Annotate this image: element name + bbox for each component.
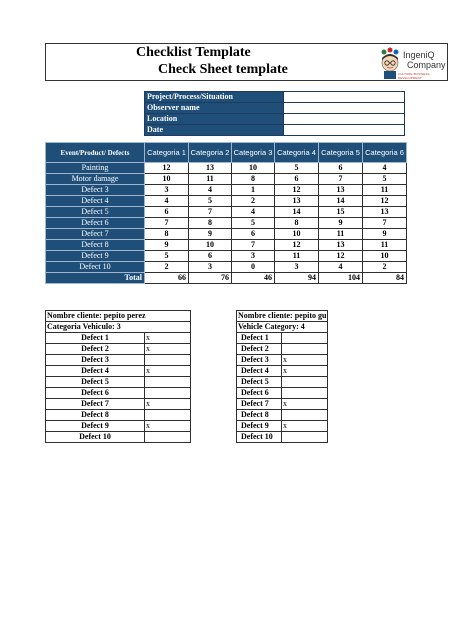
info-row: [145, 125, 405, 136]
total-cell: 84: [363, 273, 407, 284]
info-row: [145, 114, 405, 125]
count-cell[interactable]: 6: [189, 251, 232, 262]
count-cell[interactable]: 5: [145, 251, 189, 262]
defect-label: Defect 6: [237, 388, 282, 399]
count-cell[interactable]: 15: [319, 207, 363, 218]
info-value[interactable]: [284, 92, 405, 103]
row-label: Defect 10: [46, 262, 145, 273]
checklist-row: [237, 388, 328, 399]
table-row: [46, 240, 407, 251]
count-cell[interactable]: 10: [145, 174, 189, 185]
count-cell[interactable]: 13: [189, 163, 232, 174]
table-row: [46, 218, 407, 229]
count-cell[interactable]: 0: [232, 262, 275, 273]
count-cell[interactable]: 10: [232, 163, 275, 174]
page-title: Checklist Template: [136, 45, 251, 60]
row-label: Defect 9: [46, 251, 145, 262]
table-row: [46, 174, 407, 185]
row-label: Defect 5: [46, 207, 145, 218]
count-cell[interactable]: 3: [232, 251, 275, 262]
count-cell[interactable]: 11: [319, 229, 363, 240]
table-row: [46, 262, 407, 273]
total-cell: 76: [189, 273, 232, 284]
check-mark-cell[interactable]: [282, 432, 328, 443]
checklist-row: [237, 344, 328, 355]
count-cell[interactable]: 10: [189, 240, 232, 251]
count-cell[interactable]: 2: [363, 262, 407, 273]
count-cell[interactable]: 11: [189, 174, 232, 185]
checklist-row: [46, 388, 191, 399]
logo-text-company: Company: [407, 60, 446, 70]
info-label: Date: [145, 125, 284, 136]
defect-label: Defect 4: [46, 366, 145, 377]
count-cell[interactable]: 9: [145, 240, 189, 251]
category-header: Categoria 2: [189, 143, 232, 163]
info-value[interactable]: [284, 103, 405, 114]
table-row: [46, 163, 407, 174]
header-box: [45, 43, 448, 81]
count-cell[interactable]: 11: [363, 240, 407, 251]
count-cell[interactable]: 5: [363, 174, 407, 185]
checklist-row: [237, 432, 328, 443]
count-cell[interactable]: 9: [189, 229, 232, 240]
count-cell[interactable]: 4: [319, 262, 363, 273]
category-header: Categoria 6: [363, 143, 407, 163]
defect-label: Defect 2: [46, 344, 145, 355]
row-label: Defect 3: [46, 185, 145, 196]
count-cell[interactable]: 3: [189, 262, 232, 273]
row-label: Defect 7: [46, 229, 145, 240]
checklist-left: [45, 310, 191, 443]
client-name: Nombre cliente: pepito perez: [46, 311, 191, 322]
checklist-row: [46, 410, 191, 421]
count-cell[interactable]: 4: [232, 207, 275, 218]
page-subtitle: Check Sheet template: [158, 62, 288, 77]
count-cell[interactable]: 6: [232, 229, 275, 240]
count-cell[interactable]: 4: [363, 163, 407, 174]
client-name: Nombre cliente: pepito gu: [238, 311, 327, 320]
checklist-row: [237, 333, 328, 344]
table-row: [46, 229, 407, 240]
total-cell: 94: [275, 273, 319, 284]
logo-tagline: CULTURE BUSINESS DEVELOPMENT: [398, 72, 430, 80]
count-cell[interactable]: 1: [232, 185, 275, 196]
defect-label: Defect 1: [46, 333, 145, 344]
corner-header: Event/Product/ Defects: [46, 143, 145, 163]
defect-label: Defect 3: [46, 355, 145, 366]
vehicle-category: Categoria Vehiculo: 3: [46, 322, 191, 333]
total-cell: 46: [232, 273, 275, 284]
info-label: Observer name: [145, 103, 284, 114]
check-mark-cell[interactable]: x: [282, 355, 328, 366]
checklist-row: [237, 421, 328, 432]
check-mark-cell[interactable]: x: [145, 344, 191, 355]
info-label: Project/Process/Situation: [145, 92, 284, 103]
defect-label: Defect 7: [46, 399, 145, 410]
total-cell: 66: [145, 273, 189, 284]
category-row: [46, 322, 191, 333]
count-cell[interactable]: 5: [275, 163, 319, 174]
defect-label: Defect 10: [46, 432, 145, 443]
check-mark-cell[interactable]: [145, 432, 191, 443]
count-cell[interactable]: 7: [232, 240, 275, 251]
check-mark-cell[interactable]: x: [282, 399, 328, 410]
row-label: Defect 8: [46, 240, 145, 251]
count-cell[interactable]: 12: [275, 240, 319, 251]
count-cell[interactable]: 13: [363, 207, 407, 218]
checklist-right: [236, 310, 328, 443]
table-row: [46, 207, 407, 218]
count-cell[interactable]: 3: [275, 262, 319, 273]
check-mark-cell[interactable]: x: [145, 366, 191, 377]
count-cell[interactable]: 2: [232, 196, 275, 207]
count-cell[interactable]: 8: [275, 218, 319, 229]
check-mark-cell[interactable]: x: [145, 421, 191, 432]
count-cell[interactable]: 8: [145, 229, 189, 240]
count-cell[interactable]: 7: [145, 218, 189, 229]
vehicle-category: Vehicle Category: 4: [237, 322, 328, 333]
count-cell[interactable]: 11: [363, 185, 407, 196]
defect-label: Defect 10: [237, 432, 282, 443]
count-cell[interactable]: 12: [275, 185, 319, 196]
count-cell[interactable]: 3: [145, 185, 189, 196]
category-header: Categoria 4: [275, 143, 319, 163]
category-header: Categoria 1: [145, 143, 189, 163]
count-cell[interactable]: 6: [145, 207, 189, 218]
client-row: [46, 311, 191, 322]
defect-label: Defect 5: [237, 377, 282, 388]
count-cell[interactable]: 9: [319, 218, 363, 229]
checklist-row: [46, 377, 191, 388]
count-cell[interactable]: 10: [363, 251, 407, 262]
check-mark-cell[interactable]: [282, 410, 328, 421]
check-mark-cell[interactable]: [145, 410, 191, 421]
row-label: Painting: [46, 163, 145, 174]
check-mark-cell[interactable]: [145, 388, 191, 399]
count-cell[interactable]: 7: [363, 218, 407, 229]
checklist-row: [46, 421, 191, 432]
count-cell[interactable]: 5: [189, 196, 232, 207]
count-cell[interactable]: 13: [319, 240, 363, 251]
count-cell[interactable]: 8: [189, 218, 232, 229]
total-label: Total: [46, 273, 145, 284]
table-row: [46, 185, 407, 196]
check-sheet-table: [45, 142, 407, 284]
count-cell[interactable]: 4: [189, 185, 232, 196]
defect-label: Defect 3: [237, 355, 282, 366]
info-value[interactable]: [284, 125, 405, 136]
checklist-row: [237, 377, 328, 388]
count-cell[interactable]: 2: [145, 262, 189, 273]
defect-label: Defect 7: [237, 399, 282, 410]
category-row: [237, 322, 328, 333]
total-row: [46, 273, 407, 284]
count-cell[interactable]: 13: [275, 196, 319, 207]
row-label: Defect 6: [46, 218, 145, 229]
table-row: [46, 251, 407, 262]
header-row: [46, 143, 407, 163]
client-row: [237, 311, 328, 322]
count-cell[interactable]: 8: [232, 174, 275, 185]
check-mark-cell[interactable]: x: [282, 366, 328, 377]
check-mark-cell[interactable]: [145, 355, 191, 366]
count-cell[interactable]: 11: [275, 251, 319, 262]
count-cell[interactable]: 7: [189, 207, 232, 218]
count-cell[interactable]: 12: [363, 196, 407, 207]
checklist-row: [237, 366, 328, 377]
checklist-row: [237, 410, 328, 421]
check-mark-cell[interactable]: x: [145, 333, 191, 344]
defect-label: Defect 5: [46, 377, 145, 388]
row-label: Motor damage: [46, 174, 145, 185]
check-mark-cell[interactable]: x: [145, 399, 191, 410]
info-table: [144, 91, 405, 136]
defect-label: Defect 9: [46, 421, 145, 432]
check-mark-cell[interactable]: [145, 377, 191, 388]
count-cell[interactable]: 10: [275, 229, 319, 240]
defect-label: Defect 1: [237, 333, 282, 344]
check-mark-cell[interactable]: [282, 377, 328, 388]
count-cell[interactable]: 12: [145, 163, 189, 174]
table-row: [46, 196, 407, 207]
checklist-row: [46, 432, 191, 443]
checklist-row: [46, 355, 191, 366]
defect-label: Defect 4: [237, 366, 282, 377]
count-cell[interactable]: 7: [319, 174, 363, 185]
checklist-row: [46, 333, 191, 344]
count-cell[interactable]: 4: [145, 196, 189, 207]
checklist-row: [46, 366, 191, 377]
checklist-row: [237, 355, 328, 366]
check-mark-cell[interactable]: [282, 333, 328, 344]
checklist-row: [237, 399, 328, 410]
company-logo: [376, 46, 446, 80]
info-label: Location: [145, 114, 284, 125]
count-cell[interactable]: 14: [319, 196, 363, 207]
check-mark-cell[interactable]: x: [282, 421, 328, 432]
info-row: [145, 103, 405, 114]
defect-label: Defect 8: [46, 410, 145, 421]
count-cell[interactable]: 12: [319, 251, 363, 262]
total-cell: 104: [319, 273, 363, 284]
row-label: Defect 4: [46, 196, 145, 207]
count-cell[interactable]: 6: [275, 174, 319, 185]
defect-label: Defect 2: [237, 344, 282, 355]
checklist-row: [46, 344, 191, 355]
category-header: Categoria 5: [319, 143, 363, 163]
count-cell[interactable]: 14: [275, 207, 319, 218]
info-value[interactable]: [284, 114, 405, 125]
defect-label: Defect 8: [237, 410, 282, 421]
check-mark-cell[interactable]: [282, 344, 328, 355]
checklist-row: [46, 399, 191, 410]
logo-text: IngeniQ: [403, 50, 435, 60]
count-cell[interactable]: 6: [319, 163, 363, 174]
defect-label: Defect 6: [46, 388, 145, 399]
defect-label: Defect 9: [237, 421, 282, 432]
count-cell[interactable]: 9: [363, 229, 407, 240]
check-mark-cell[interactable]: [282, 388, 328, 399]
info-row: [145, 92, 405, 103]
count-cell[interactable]: 13: [319, 185, 363, 196]
category-header: Categoria 3: [232, 143, 275, 163]
count-cell[interactable]: 5: [232, 218, 275, 229]
